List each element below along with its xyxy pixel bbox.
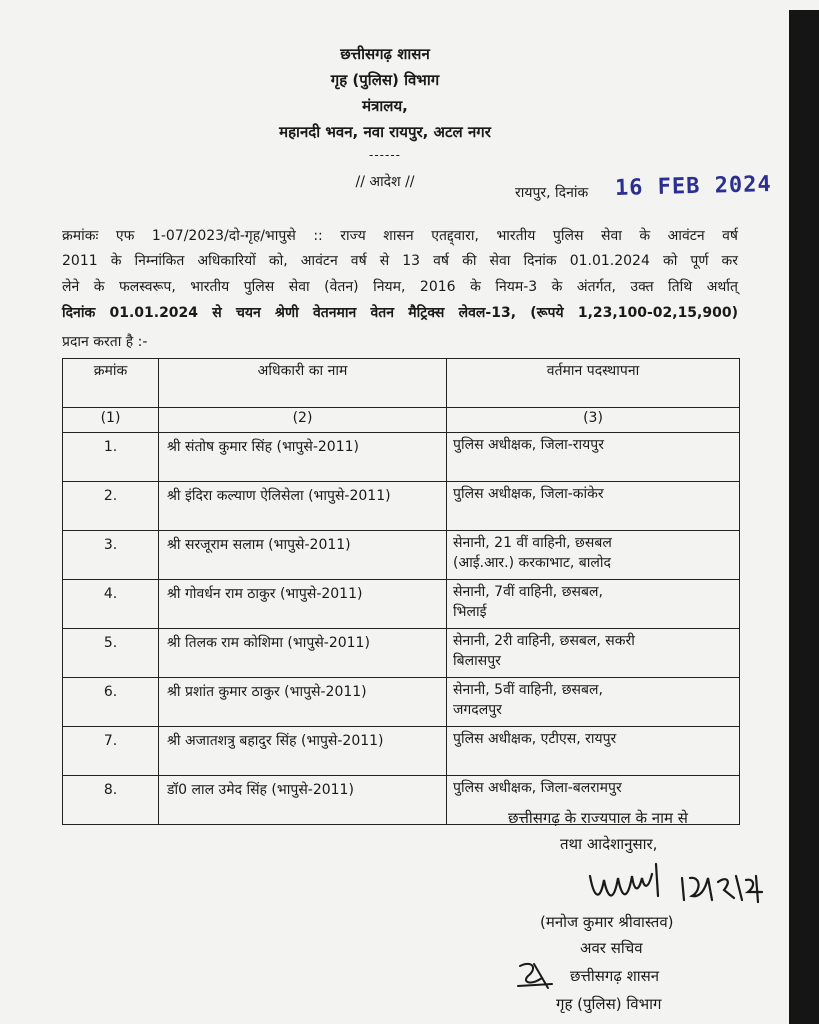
posting-line: भिलाई: [453, 604, 487, 620]
row-serial: 5.: [63, 629, 159, 678]
office-line-2: गृह (पुलिस) विभाग: [556, 995, 662, 1013]
authority-line-2: तथा आदेशानुसार,: [560, 835, 658, 853]
order-text-closing: प्रदान करता है :-: [62, 334, 148, 350]
row-serial: 2.: [63, 482, 159, 531]
row-officer-name: श्री संतोष कुमार सिंह (भापुसे-2011): [159, 433, 447, 482]
row-officer-name: श्री गोवर्धन राम ठाकुर (भापुसे-2011): [159, 580, 447, 629]
table-row: [63, 531, 740, 580]
posting-line: पुलिस अधीक्षक, एटीएस, रायपुर: [453, 731, 617, 747]
row-officer-name: श्री अजातशत्रु बहादुर सिंह (भापुसे-2011): [159, 727, 447, 776]
row-posting: [447, 531, 740, 580]
signatory-designation: अवर सचिव: [580, 939, 643, 957]
row-officer-name: डॉ0 लाल उमेद सिंह (भापुसे-2011): [159, 776, 447, 825]
index-col-1: (1): [63, 408, 159, 433]
order-title: // आदेश //: [355, 174, 415, 190]
posting-line: सेनानी, 5वीं वाहिनी, छसबल,: [453, 682, 603, 698]
row-serial: 3.: [63, 531, 159, 580]
table-row: [63, 727, 740, 776]
date-prefix: रायपुर, दिनांक: [515, 185, 589, 201]
row-officer-name: श्री प्रशांत कुमार ठाकुर (भापुसे-2011): [159, 678, 447, 727]
office-line-1: छत्तीसगढ़ शासन: [570, 967, 660, 985]
row-serial: 4.: [63, 580, 159, 629]
signatory-name: (मनोज कुमार श्रीवास्तव): [540, 913, 674, 931]
index-col-3: (3): [447, 408, 740, 433]
row-posting: [447, 629, 740, 678]
row-serial: 1.: [63, 433, 159, 482]
table-row: [63, 433, 740, 482]
officers-table: [62, 358, 740, 825]
row-serial: 7.: [63, 727, 159, 776]
posting-line: जगदलपुर: [453, 702, 502, 718]
table-row: [63, 678, 740, 727]
header-separator: ------: [369, 148, 401, 162]
row-posting: [447, 482, 740, 531]
handwritten-signature: [586, 856, 786, 916]
row-officer-name: श्री सरजूराम सलाम (भापुसे-2011): [159, 531, 447, 580]
order-text-line-1: क्रमांकः एफ 1-07/2023/दो-गृह/भापुसे :: राज्य शासन एतद्द्वारा, भारतीय पुलिस सेवा के आवंटन वर्ष: [62, 228, 738, 244]
row-posting: [447, 727, 740, 776]
header-officer-name: अधिकारी का नाम: [159, 359, 447, 408]
ministry-name: मंत्रालय,: [362, 97, 408, 115]
order-text-line-3: लेने के फलस्वरूप, भारतीय पुलिस सेवा (वेतन) नियम, 2016 के नियम-3 के अंतर्गत, उक्त तिथि अर्थात्: [62, 279, 738, 295]
row-serial: 8.: [63, 776, 159, 825]
row-posting: [447, 678, 740, 727]
posting-line: बिलासपुर: [453, 653, 501, 669]
table-header-row: [63, 359, 740, 408]
row-serial: 6.: [63, 678, 159, 727]
row-posting: [447, 580, 740, 629]
posting-line: पुलिस अधीक्षक, जिला-कांकेर: [453, 486, 604, 502]
authority-line-1: छत्तीसगढ़ के राज्यपाल के नाम से: [508, 809, 688, 827]
posting-line: सेनानी, 21 वीं वाहिनी, छसबल: [453, 535, 612, 551]
table-row: [63, 629, 740, 678]
table-index-row: [63, 408, 740, 433]
posting-line: (आई.आर.) करकाभाट, बालोद: [453, 555, 611, 571]
posting-line: पुलिस अधीक्षक, जिला-बलरामपुर: [453, 780, 622, 796]
row-officer-name: श्री तिलक राम कोशिमा (भापुसे-2011): [159, 629, 447, 678]
order-text-line-4: दिनांक 01.01.2024 से चयन श्रेणी वेतनमान वेतन मैट्रिक्स लेवल-13, (रूपये 1,23,100-02,15,900): [62, 305, 738, 321]
table-row: [63, 580, 740, 629]
address-line: महानदी भवन, नवा रायपुर, अटल नगर: [279, 123, 491, 141]
order-text-line-2: 2011 के निम्नांकित अधिकारियों को, आवंटन वर्ष से 13 वर्ष की सेवा दिनांक 01.01.2024 को पूर्ण कर: [62, 253, 738, 269]
index-col-2: (2): [159, 408, 447, 433]
header-current-posting: वर्तमान पदस्थापना: [447, 359, 740, 408]
row-officer-name: श्री इंदिरा कल्याण ऐलिसेला (भापुसे-2011): [159, 482, 447, 531]
handwritten-initials: [514, 958, 558, 992]
table-row: [63, 482, 740, 531]
scan-border: [789, 10, 819, 1024]
row-posting: [447, 433, 740, 482]
posting-line: सेनानी, 7वीं वाहिनी, छसबल,: [453, 584, 603, 600]
government-name: छत्तीसगढ़ शासन: [340, 45, 430, 63]
header-serial: क्रमांक: [63, 359, 159, 408]
date-stamp: 16 FEB 2024: [614, 171, 773, 202]
posting-line: पुलिस अधीक्षक, जिला-रायपुर: [453, 437, 604, 453]
department-name: गृह (पुलिस) विभाग: [330, 71, 440, 89]
posting-line: सेनानी, 2री वाहिनी, छसबल, सकरी: [453, 633, 635, 649]
